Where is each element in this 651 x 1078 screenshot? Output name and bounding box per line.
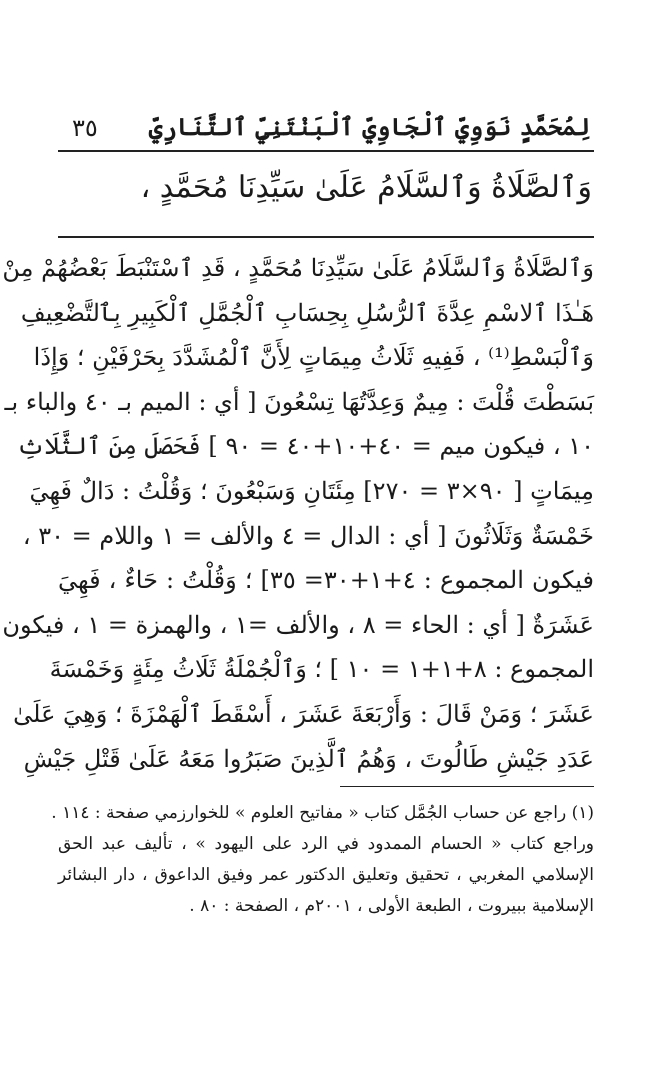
footnote-line: الإسلامي المغربي ، تحقيق وتعليق الدكتور عمر وفيق الداعوق ، دار البشائر <box>58 865 594 885</box>
footnote-separator <box>340 786 594 787</box>
body-line: فيكون المجموع : ٤+١+٣٠= ٣٥] ؛ وَقُلْتُ : حَاءٌ ، فَهِيَ <box>58 566 594 595</box>
footnotes <box>51 798 594 922</box>
body-line: عَدَدِ جَيْشِ طَالُوتَ ، وَهُمُ ٱلَّذِينَ صَبَرُوا مَعَهُ عَلَىٰ قَتْلِ جَيْشِ <box>23 744 594 773</box>
page-header <box>60 108 590 148</box>
footnote-line: (١) راجع عن حساب الجُمَّل كتاب « مفاتيح العلوم » للخوارزمي صفحة : ١١٤ . <box>51 803 594 823</box>
body-line: عَشَرَ ؛ وَمَنْ قَالَ : وَأَرْبَعَةَ عَشَرَ ، أَسْقَطَ ٱلْهَمْزَةَ ؛ وَهِيَ عَلَىٰ <box>13 699 594 728</box>
section-rule <box>58 236 594 238</box>
body-line: عَشَرَةٌ [ أي : الحاء = ٨ ، والألف =١ ، والهمزة = ١ ، فيكون <box>2 610 594 639</box>
running-title: لِمُحَمَّدٍ نَوَوِيِّ ٱلْجَاوِيِّ ٱلْبَنْتَنِيِّ ٱلتَّنَارِيِّ <box>148 112 590 141</box>
footnote-line: الإسلامية ببيروت ، الطبعة الأولى ، ٢٠٠١م ، الصفحة : ٨٠ . <box>189 896 594 916</box>
header-rule <box>58 150 594 152</box>
body-line: ١٠ ، فيكون ميم = ٤٠+١٠+٤٠ = ٩٠ ] فَحَصَلَ مِنَ ٱلثَّلَاثِ <box>16 432 594 461</box>
page-number: ٣٥ <box>72 114 98 142</box>
body-line: المجموع : ٨+١+١ = ١٠ ] ؛ وَٱلْجُمْلَةُ ثَلَاثُ مِئَةٍ وَخَمْسَةَ <box>49 655 594 684</box>
footnote-line: وراجع كتاب « الحسام الممدود في الرد على اليهود » ، تأليف عبد الحق <box>58 834 594 854</box>
body-line: مِيمَاتٍ [ ٩٠×٣ = ٢٧٠] مِئَتَانِ وَسَبْعُونَ ؛ وَقُلْتُ : دَالٌ فَهِيَ <box>29 476 594 505</box>
body-line: وَٱلصَّلَاةُ وَٱلسَّلَامُ عَلَىٰ سَيِّدِنَا مُحَمَّدٍ ، قَدِ ٱسْتَنْبَطَ بَعْضُهُمْ مِنْ <box>2 254 594 282</box>
body-text <box>2 246 594 781</box>
body-line: خَمْسَةٌ وَثَلَاثُونَ [ أي : الدال = ٤ والألف = ١ واللام = ٣٠ ، <box>22 521 594 550</box>
opening-line: وَٱلصَّلَاةُ وَٱلسَّلَامُ عَلَىٰ سَيِّدِنَا مُحَمَّدٍ ، <box>140 170 592 205</box>
body-line: بَسَطْتَ قُلْتَ : مِيمٌ وَعِدَّتُهَا تِسْعُونَ [ أي : الميم بـ ٤٠ والباء بـ <box>4 387 594 416</box>
body-line: وَٱلْبَسْطِ⁽¹⁾ ، فَفِيهِ ثَلَاثُ مِيمَاتٍ لِأَنَّ ٱلْمُشَدَّدَ بِحَرْفَيْنِ ؛ وَإِذَا <box>33 343 594 372</box>
body-line: هَـٰذَا ٱلاسْمِ عِدَّةَ ٱلرُّسُلِ بِحِسَابِ ٱلْجُمَّلِ ٱلْكَبِيرِ بِٱلتَّضْعِيفِ <box>20 298 594 327</box>
